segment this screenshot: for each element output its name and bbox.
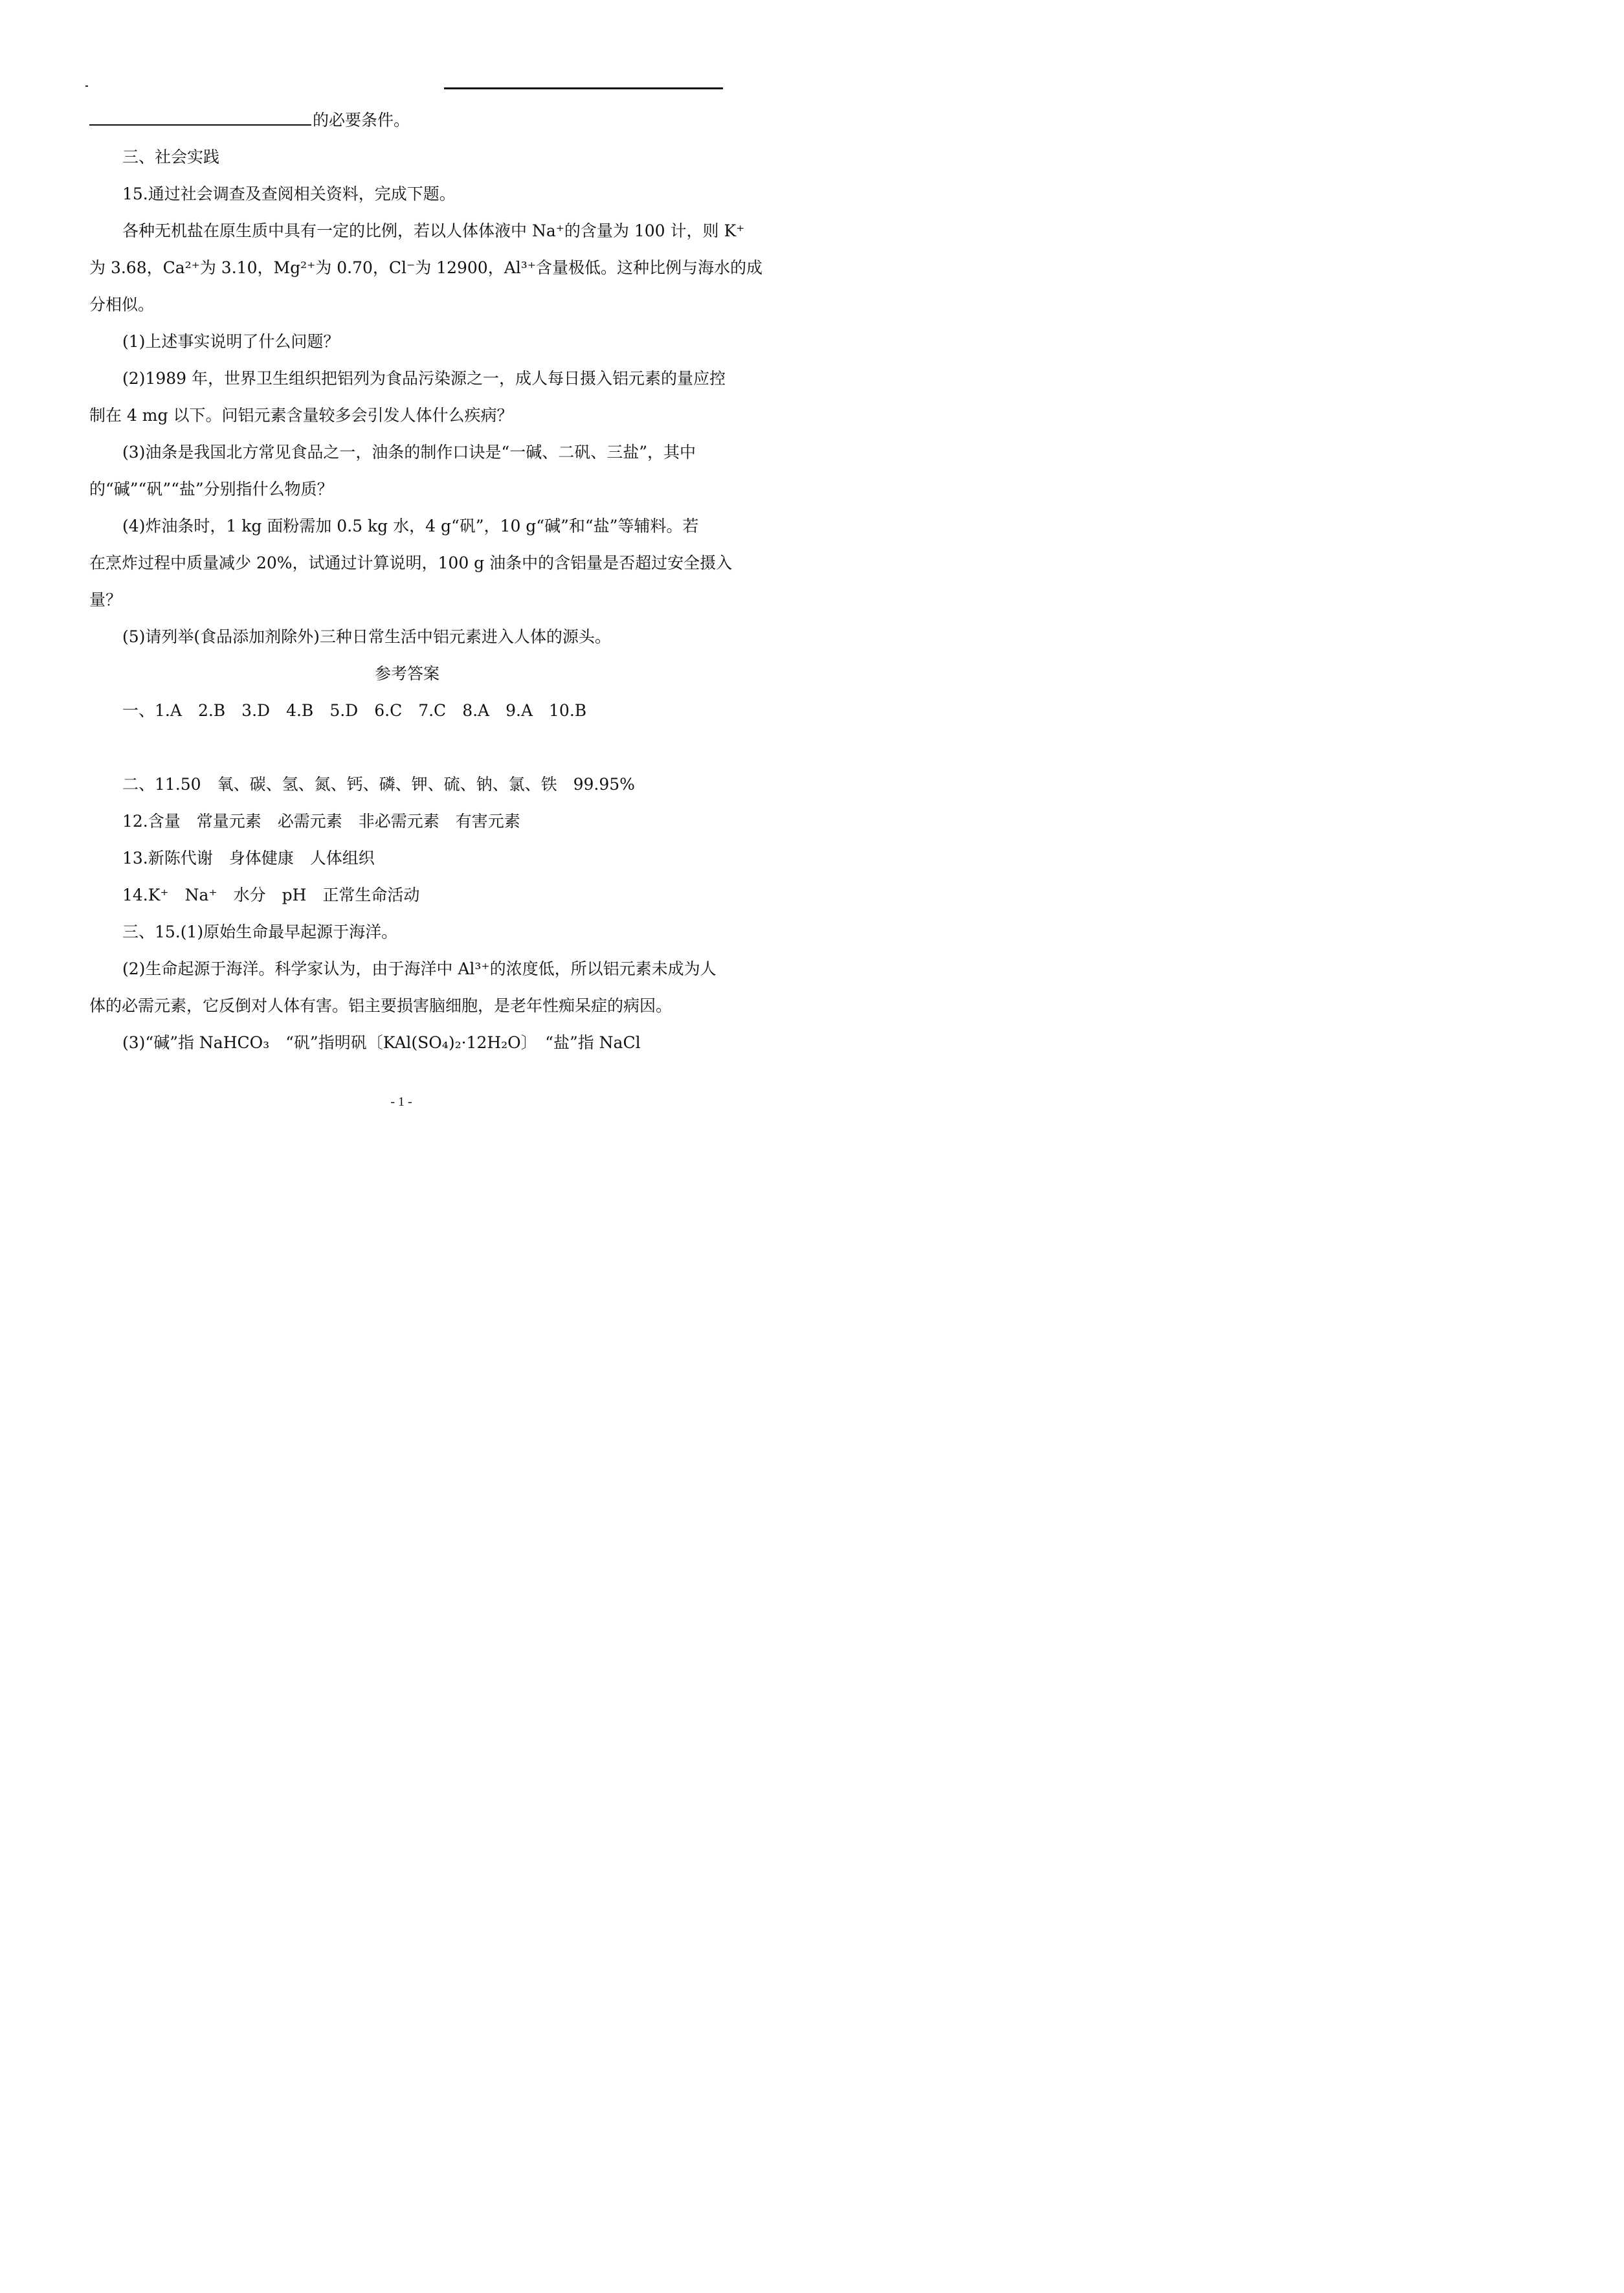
page-number: - 1 - — [390, 1095, 412, 1109]
question-15-4: (4)炸油条时，1 kg 面粉需加 0.5 kg 水，4 g“矾”，10 g“碱”和“盐”等辅料。若 — [122, 517, 699, 535]
question-15-3: (3)油条是我国北方常见食品之一，油条的制作口诀是“一碱、二矾、三盐”，其中 — [122, 443, 696, 462]
header-mark — [85, 85, 88, 87]
answers-part1 — [89, 692, 725, 729]
answer-item: 8.A — [462, 701, 490, 720]
answer-13: 13.新陈代谢 身体健康 人体组织 — [122, 849, 375, 867]
answer-item: 7.C — [418, 701, 447, 720]
question-15-2: (2)1989 年，世界卫生组织把铝列为食品污染源之一，成人每日摄入铝元素的量应控 — [122, 369, 726, 388]
answer-blank[interactable] — [89, 105, 311, 126]
answer-15-2: (2)生命起源于海洋。科学家认为，由于海洋中 Al³⁺的浓度低，所以铝元素未成为人 — [122, 959, 717, 978]
answer-15-3: (3)“碱”指 NaHCO₃ “矾”指明矾〔KAl(SO₄)₂·12H₂O〕 “盐”指 NaCl — [122, 1033, 641, 1052]
answer-item: 1.A — [155, 701, 182, 720]
question-15-intro: 15.通过社会调查及查阅相关资料，完成下题。 — [122, 185, 456, 203]
section-heading: 三、社会实践 — [122, 148, 220, 166]
question-15-4-cont: 在烹炸过程中质量减少 20%，试通过计算说明，100 g 油条中的含铝量是否超过安全摄入 — [89, 554, 733, 572]
vertical-gap — [89, 729, 725, 766]
header-rule — [444, 87, 723, 89]
answer-item: 2.B — [197, 701, 226, 720]
document-page — [0, 0, 803, 1135]
answer-14: 14.K⁺ Na⁺ 水分 pH 正常生命活动 — [122, 886, 420, 904]
answers-title: 参考答案 — [374, 664, 439, 683]
question-15-1: (1)上述事实说明了什么问题？ — [122, 332, 340, 351]
answer-item: 3.D — [241, 701, 271, 720]
question-15-4-cont: 量？ — [89, 590, 122, 609]
answer-item: 4.B — [286, 701, 314, 720]
answer-11: 二、11.50 氧、碳、氢、氮、钙、磷、钾、硫、钠、氯、铁 99.95% — [122, 775, 635, 794]
passage-line: 分相似。 — [89, 295, 155, 314]
answer-item: 10.B — [549, 701, 587, 720]
answers-part1-prefix: 一、 — [122, 701, 155, 720]
passage-line: 各种无机盐在原生质中具有一定的比例，若以人体体液中 Na⁺的含量为 100 计，则 K⁺ — [122, 221, 745, 240]
page-content — [89, 102, 762, 1061]
carry-over-text: 的必要条件。 — [313, 111, 410, 129]
carry-over-line — [89, 102, 725, 139]
passage-line: 为 3.68，Ca²⁺为 3.10，Mg²⁺为 0.70，Cl⁻为 12900，Al³⁺含量极低。这种比例与海水的成 — [89, 258, 762, 277]
answer-15-1: 三、15.(1)原始生命最早起源于海洋。 — [122, 923, 398, 941]
answer-12: 12.含量 常量元素 必需元素 非必需元素 有害元素 — [122, 812, 520, 831]
question-15-3-cont: 的“碱”“矾”“盐”分别指什么物质？ — [89, 480, 333, 498]
question-15-5: (5)请列举(食品添加剂除外)三种日常生活中铝元素进入人体的源头。 — [122, 627, 611, 646]
answer-15-2-cont: 体的必需元素，它反倒对人体有害。铝主要损害脑细胞，是老年性痴呆症的病因。 — [89, 996, 673, 1015]
answer-item: 6.C — [374, 701, 403, 720]
answer-item: 5.D — [329, 701, 359, 720]
answer-item: 9.A — [506, 701, 533, 720]
question-15-2-cont: 制在 4 mg 以下。问铝元素含量较多会引发人体什么疾病？ — [89, 406, 513, 425]
